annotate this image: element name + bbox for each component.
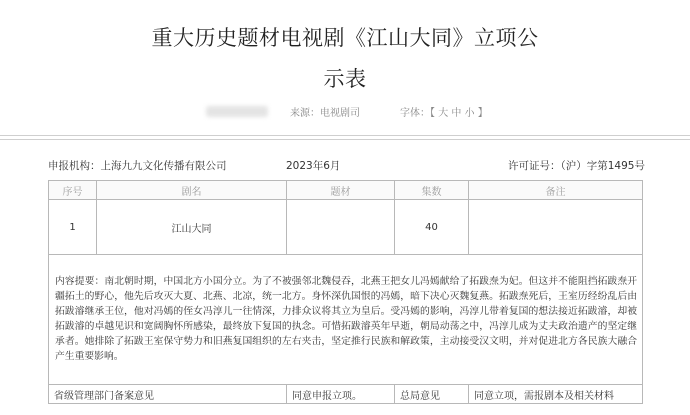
font-large-link[interactable]: 大 xyxy=(438,108,449,119)
font-medium-link[interactable]: 中 xyxy=(451,108,462,119)
open-bracket: 【 xyxy=(430,108,435,119)
close-bracket: 】 xyxy=(477,108,488,119)
table-row xyxy=(49,200,643,255)
episode-count: 40 xyxy=(395,200,469,255)
column-header: 序号 xyxy=(49,181,97,200)
license-number: 许可证号：（沪）字第1495号 xyxy=(508,160,645,172)
font-size-switcher xyxy=(400,104,488,119)
column-header: 备注 xyxy=(469,181,643,200)
general-opinion-label: 总局意见 xyxy=(395,385,469,404)
column-header: 剧名 xyxy=(97,181,287,200)
row-index: 1 xyxy=(49,200,97,255)
column-header: 集数 xyxy=(395,181,469,200)
table-header-row xyxy=(49,181,643,200)
drama-name: 江山大同 xyxy=(97,200,287,255)
project-table xyxy=(48,180,643,404)
font-size-label: 字体： xyxy=(400,108,430,119)
synopsis-text: 内容提要：南北朝时期，中国北方小国分立。为了不被强邻北魏侵吞，北燕王把女儿冯嫣献给了拓跋焘为妃。但这并不能阻挡拓跋焘开疆拓土的野心，他先后攻灭大夏、北燕、北凉，统一北方。身怀深仇国恨的冯嫣，暗下决心灭魏复燕。拓跋焘死后，王室历经纷乱后由拓跋濬继承王位，他对冯嫣的侄女冯淳儿一往情深，力排众议将其立为皇后。受冯嫣的影响，冯淳儿带着复国的想法接近拓跋濬，却被拓跋濬的卓越见识和宽阔胸怀所感染，最终放下复国的执念。可惜拓跋濬英年早逝，朝局动荡之中，冯淳儿成为丈夫政治遗产的坚定继承者。她排除了拓跋王室保守势力和旧燕复国组织的左右夹击，坚定推行民族和解政策，主动接受汉文明，并对促进北方各民族大融合产生重要影响。 xyxy=(49,255,643,385)
application-header xyxy=(0,158,690,174)
source-label: 来源：电视剧司 xyxy=(290,108,360,119)
article-meta xyxy=(0,104,690,120)
remark xyxy=(469,200,643,255)
opinion-row xyxy=(49,385,643,404)
page-title-line2: 示表 xyxy=(323,67,367,91)
application-date: 2023年6月 xyxy=(286,160,341,172)
font-small-link[interactable]: 小 xyxy=(464,108,475,119)
applicant-org: 申报机构：上海九九文化传播有限公司 xyxy=(48,160,227,172)
column-header: 题材 xyxy=(287,181,395,200)
synopsis-row xyxy=(49,255,643,385)
divider-bottom xyxy=(0,139,690,140)
provincial-opinion-label: 省级管理部门备案意见 xyxy=(49,385,287,404)
blurred-date xyxy=(206,106,268,117)
provincial-opinion: 同意申报立项。 xyxy=(287,385,395,404)
drama-genre xyxy=(287,200,395,255)
divider-top xyxy=(0,135,690,136)
page-title-line1: 重大历史题材电视剧《江山大同》立项公 xyxy=(151,26,539,50)
general-opinion: 同意立项，需报剧本及相关材料 xyxy=(469,385,643,404)
